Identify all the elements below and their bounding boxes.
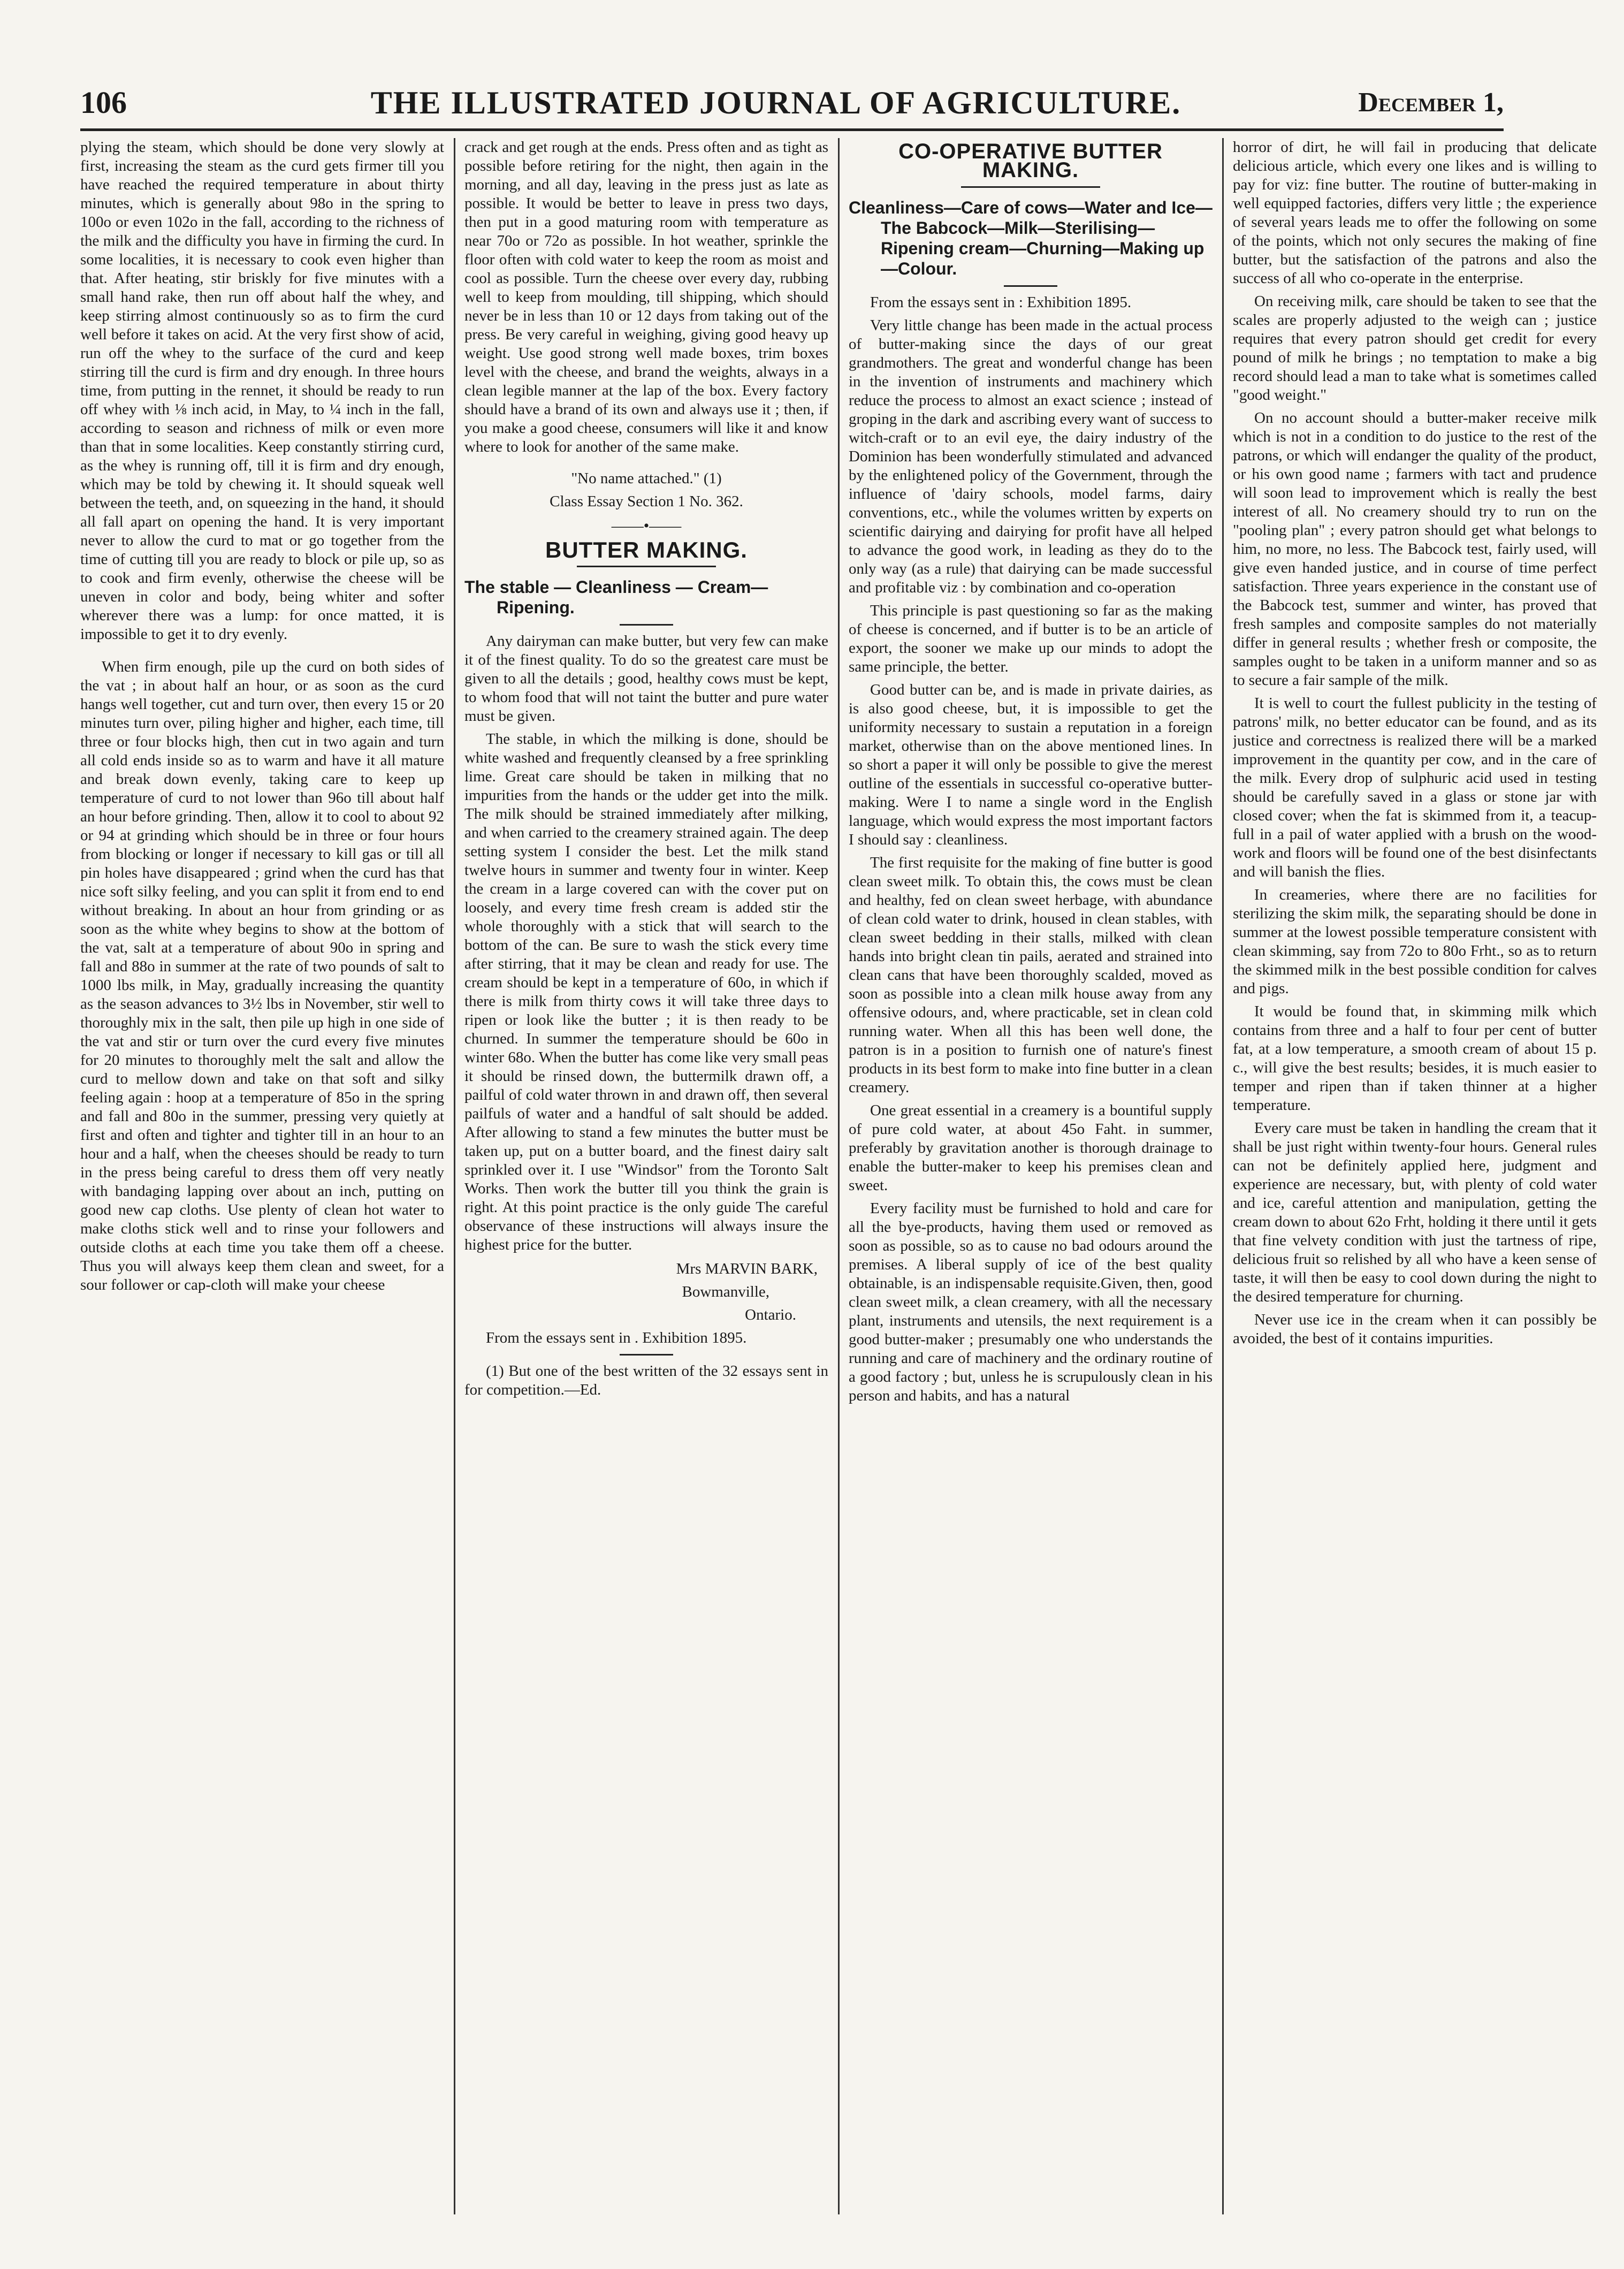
heading-rule <box>961 186 1100 188</box>
heading-rule <box>577 566 716 567</box>
paragraph: plying the steam, which should be done very slowly at first, increasing the steam as the curd gets firmer till you have reached the required temperature in about thirty minutes, which is generally about 98o in the spring to 100o or even 102o in the fall, according to the richness of the milk and the difficulty you have in firming the curd. In some localities, it is necessary to cook even higher than that. After heating, stir briskly for five minutes with a small hand rake, then run off about half the whey, and keep stirring almost continuously so as to firm the curd well before it takes on acid. At the very first show of acid, run off the whey to the surface of the curd and keep stirring till the curd is firm and dry enough. In three hours time, from putting in the rennet, it should be ready to run off whey with ⅛ inch acid, in May, to ¼ inch in the fall, according to season and richness of milk or even more than that in some localities. Keep constantly stirring curd, as the whey is running off, till it is firm and dry enough, which may be told by chewing it. It should squeak well between the teeth, and, on squeezing in the hand, it should all fall apart on opening the hand. It is very important never to allow the curd to mat or go together from the time of cutting till you are ready to block or pile up, so as to cook and firm evenly, otherwise the cheese will be uneven in color and body, being whiter and softer wherever there was a lump: for once matted, it is impossible to get it to dry evenly. <box>80 139 444 643</box>
paragraph: Every facility must be furnished to hold and care for all the bye-products, having them used or removed as soon as possible, so as to cause no bad odours around the premises. A liberal supply of ice of the best quality obtainable, is an indispensable requisite.Given, then, good clean sweet milk, a clean creamery, with all the necessary plant, instruments and utensils, the next requirement is a good butter-maker ; presumably one who understands the running and care of machinery and the ordinary routine of a good factory ; but, unless he is scrupulously clean in his person and habits, and has a natural <box>849 1200 1213 1404</box>
column-3 <box>849 138 1213 2225</box>
paragraph: It is well to court the fullest publicity in the testing of patrons' milk, no better educator can be found, and as its justice and correctness is realized there will be a marked improvement in the quantity per cow, and in the care of the milk. Every drop of sulphuric acid used in testing should be carefully saved in a glass or stone jar with closed cover; when the fat is skimmed from it, a teacup-full in a pail of water applied with a brush on the wood-work and floors will be found one of the best disinfectants and will banish the flies. <box>1233 695 1597 880</box>
paragraph: One great essential in a creamery is a bountiful supply of pure cold water, at about 45o Faht. in summer, preferably by gravitation another is thorough drainage to enable the butter-maker to keep his premises clean and sweet. <box>849 1102 1213 1194</box>
column-rule <box>454 138 455 2214</box>
paragraph: Good butter can be, and is made in private dairies, as is also good cheese, but, it is impossible to get the uniformity necessary to sustain a reputation in a foreign market, otherwise than on the above mentioned lines. In so short a paper it will only be possible to give the merest outline of the essentials in successful co-operative butter-making. Were I to name a single word in the English language, which would express the most important factors I should say : cleanliness. <box>849 681 1213 848</box>
section-rule <box>620 624 673 626</box>
page-number: 106 <box>80 85 127 120</box>
article-heading: BUTTER MAKING. <box>545 537 748 562</box>
signature-province: Ontario. <box>745 1306 796 1323</box>
article-heading: CO-OPERATIVE BUTTER MAKING. <box>898 140 1163 182</box>
footnote-rule <box>620 1354 673 1356</box>
paragraph: When firm enough, pile up the curd on both sides of the vat ; in about half an hour, or as soon as the curd hangs well together, cut and turn over, then every 15 or 20 minutes turn over, piling higher and higher, each time, till three or four blocks high, then cut in two again and turn all cold ends inside so as to warm and have it all mature and break down evenly, taking care to keep up temperature of curd to not lower than 96o till about half an hour before grinding. Then, allow it to cool to about 92 or 94 at grinding which should be in three or four hours from blocking or longer if necessary to kill gas or till all pin holes have disappeared ; grind when the curd has that nice soft silky feeling, and you can split it from end to end without breaking. In about an hour from grinding or as soon as the white whey begins to show at the bottom of the vat, salt at a temperature of about 90o in spring and fall and 88o in summer at the rate of two pounds of salt to 1000 lbs milk, in May, gradually increasing the quantity as the season advances to 3½ lbs in November, stir well to thoroughly mix in the salt, then pile up high in one side of the vat and stir or turn over the curd every five minutes for 20 minutes to thoroughly melt the salt and allow the curd to mellow down and take on that soft and silky feeling again : hoop at a temperature of 85o in the spring and fall and 80o in the summer, pressing very quietly at first and often and tighter and tighter till in an hour to an hour and a half, when the cheeses should be ready to turn in the press being careful to dress them off very neatly with bandaging lapping over about an inch, putting on good new cap cloths. Use plenty of clean hot water to make cloths stick well and to rinse your followers and outside cloths at each time you take them off a cheese. Thus you will always keep them clean and sweet, for a sour follower or cap-cloth will make your cheese <box>80 658 444 1293</box>
paragraph: On no account should a butter-maker receive milk which is not in a condition to do justice to the rest of the patrons, or which will endanger the quality of the product, or his own good name ; farmers with tact and prudence will soon lead to improvement which is really the best interest of all. No creamery should try to run on the "pooling plan" ; every patron should get what belongs to him, no more, no less. The Babcock test, fairly used, will give even handed justice, and in course of time perfect satisfaction. Three years experience in the constant use of the Babcock test, summer and winter, has proved that fresh samples and composite samples do not materially differ in general results ; whether fresh or composite, the samples ought to be taken in a uniform manner and so as to secure a fair sample of the milk. <box>1233 409 1597 689</box>
column-rule <box>1222 138 1224 2214</box>
journal-title: THE ILLUSTRATED JOURNAL OF AGRICULTURE. <box>370 85 1181 120</box>
author-note: "No name attached." (1) <box>571 470 722 487</box>
article-subheading: Cleanliness—Care of cows—Water and Ice—The Babcock—Milk—Sterilising—Ripening cream—Churning—Making up—Colour. <box>849 198 1213 278</box>
paragraph: crack and get rough at the ends. Press often and as tight as possible before retiring for the night, then again in the morning, and all day, leaving in the press just as late as possible. It would be better to leave in press two days, then put in a good maturing room with temperature as near 70o or 72o as possible. In hot weather, sprinkle the floor often with cold water to keep the room as moist and cool as possible. Turn the cheese over every day, rubbing well to keep from moulding, till shipping, which should never be in less than 10 or 12 days from taking out of the press. Be very careful in weighing, giving good heavy up weight. Use good strong well made boxes, trim boxes level with the cheese, and brand the weights, always in a clean legible manner at the lap of the box. Every factory should have a brand of its own and always use it ; then, if you make a good cheese, consumers will like it and know where to look for another of the same make. <box>464 139 828 455</box>
paragraph: On receiving milk, care should be taken to see that the scales are properly adjusted to the weigh can ; justice requires that every patron should get credit for every pound of milk he brings ; no temptation to make a big record should lead a man to take what is sometimes called "good weight." <box>1233 293 1597 403</box>
article-subheading: The stable — Cleanliness — Cream— Ripening. <box>464 577 768 617</box>
column-rule <box>838 138 840 2214</box>
column-1 <box>80 138 444 2225</box>
signature-place: Bowmanville, <box>682 1283 769 1300</box>
paragraph: Every care must be taken in handling the cream that it shall be just right within twenty-four hours. General rules can not be definitely applied here, judgment and experience are necessary, but, with plenty of cold water and ice, careful attention and manipulation, getting the cream down to about 62o Frht, holding it there until it gets that fine velvety condition with just the tartness of ripe, delicious fruit so relished by all who have a keen sense of taste, it will then be easy to cool down during the night to the desired temperature for churning. <box>1233 1120 1597 1305</box>
paragraph: horror of dirt, he will fail in producing that delicate delicious article, which every one likes and is willing to pay for viz: fine butter. The routine of butter-making in well equipped factories, differs very little ; the experience of several years leads me to offer the following on some of the points, which not only secures the making of fine butter, but the satisfaction of the patrons and also the success of all who co-operate in the enterprise. <box>1233 139 1597 287</box>
essay-label: Class Essay Section 1 No. 362. <box>550 493 743 510</box>
paragraph: Very little change has been made in the actual process of butter-making since the days of our great grandmothers. The great and wonderful change has been in the invention of instruments and machinery which reduce the process to almost an exact science ; instead of groping in the dark and ascribing every want of success to witch-craft or to an evil eye, the dairy industry of the Dominion has been wonderfully stimulated and advanced by the enlightened policy of the Government, through the influence of 'dairy schools, model farms, dairy conventions, etc., while the volumes written by experts on scientific dairying and dairying for profit have all helped to advance the good work, in leading as they do to the only way (as a rule) that dairying can be made successful and profitable viz : by combination and co-operation <box>849 317 1213 596</box>
paragraph: From the essays sent in : Exhibition 1895. <box>870 294 1132 311</box>
page-header <box>80 80 1504 131</box>
paragraph: The stable, in which the milking is done, should be white washed and frequently cleansed by a free sprinkling lime. Great care should be taken in milking that no impurities from the hands or the udder get into the milk. The milk should be strained immediately after milking, and when carried to the creamery strained again. The deep setting system I consider the best. Let the milk stand twelve hours in summer and twenty four in winter. Keep the cream in a large covered can with the cover put on loosely, and every time fresh cream is added stir the whole thoroughly with a stick that will search to the bottom of the can. Be sure to wash the stick every time after stirring, that it may be clean and ready for use. The cream should be kept in a temperature of 60o, in which if there is milk from thirty cows it will take three days to ripen or look like the butter ; it is then ready to be churned. In summer the temperature should be 60o in winter 68o. When the butter has come like very small peas it should be rinsed down, the buttermilk drawn off, a pailful of cold water thrown in and drawn off, then several pailfuls of water and a handful of salt should be added. After allowing to stand a few minutes the butter must be taken up, put on a butter board, and the finest dairy salt sprinkled over it. I use "Windsor" from the Toronto Salt Works. Then work the butter till you think the grain is right. At this point practice is the only guide The careful observance of these instructions will always insure the highest price for the butter. <box>464 730 828 1253</box>
paragraph: It would be found that, in skimming milk which contains from three and a half to four per cent of butter fat, at a low temperature, a smooth cream of about 15 p. c., will give the best results; besides, it is much easier to temper and ripen than if taken thinner at a higher temperature. <box>1233 1003 1597 1114</box>
column-2 <box>464 138 828 2225</box>
section-rule <box>1004 285 1057 287</box>
signature-name: Mrs MARVIN BARK, <box>676 1260 818 1277</box>
paragraph: In creameries, where there are no facilities for sterilizing the skim milk, the separating should be done in summer at the lowest possible temperature consistent with clean skimming, say from 72o to 80o Frht., so as to return the skimmed milk in the best possible condition for calves and pigs. <box>1233 886 1597 997</box>
paragraph: The first requisite for the making of fine butter is good clean sweet milk. To obtain this, the cows must be clean and healthy, fed on clean sweet herbage, with abundance of clean cold water to drink, housed in clean stables, with clean sweet bedding in their stalls, milked with clean hands into bright clean tin pails, aerated and strained into clean cans that have been thoroughly scalded, moved as soon as possible into a clean milk house away from any offensive odours, and, where practicable, set in clean cold running water. When all this has been well done, the patron is in a position to furnish one of nature's finest products in its best form to make into fine butter in a clean creamery. <box>849 854 1213 1096</box>
source-note: From the essays sent in . Exhibition 1895. <box>486 1329 747 1346</box>
ornamental-rule: ——•—— <box>611 517 682 535</box>
paragraph: Any dairyman can make butter, but very few can make it of the finest quality. To do so the greatest care must be given to all the details ; good, healthy cows must be kept, to whom food that will not taint the butter and pure water must be given. <box>464 633 828 725</box>
paragraph: Never use ice in the cream when it can possibly be avoided, the best of it contains impurities. <box>1233 1311 1597 1347</box>
issue-date: December 1, <box>1358 87 1504 118</box>
footnote: (1) But one of the best written of the 32 essays sent in for competition.—Ed. <box>464 1362 828 1398</box>
paragraph: This principle is past questioning so far as the making of cheese is concerned, and if butter is to be an article of export, the sooner we make up our minds to adopt the same principle, the better. <box>849 602 1213 675</box>
column-4 <box>1233 138 1597 2225</box>
